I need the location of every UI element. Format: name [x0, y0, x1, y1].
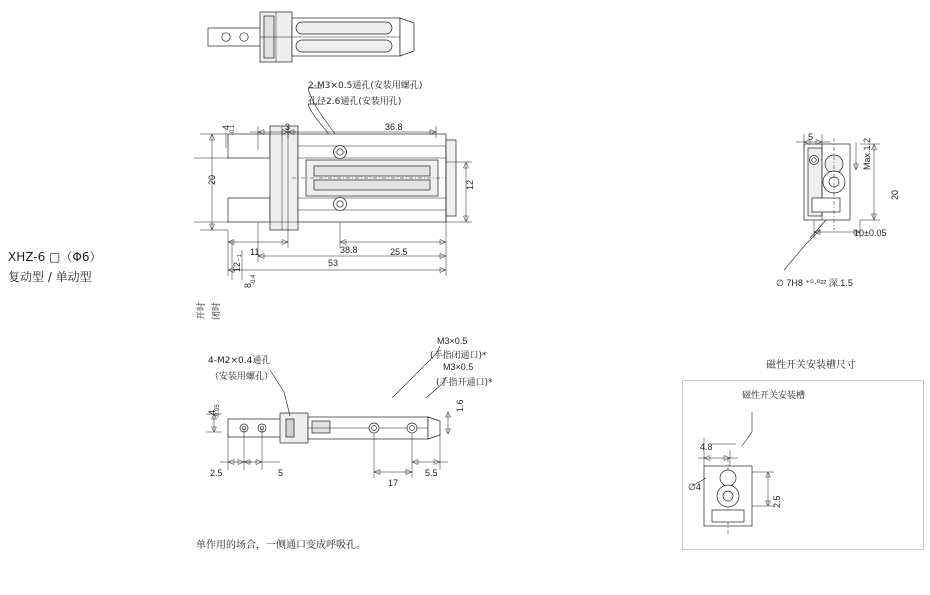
front-dim-53: 53 — [328, 258, 339, 268]
side-dim-5: 5 — [808, 132, 814, 142]
bottom-callout-3: M3×0.5 — [443, 362, 474, 372]
front-dim-20: 20 — [207, 174, 217, 185]
bottom-dim-5-5: 5.5 — [425, 468, 438, 478]
top-view-callout-2: 孔径2.6通孔(安装用孔) — [308, 97, 402, 107]
bottom-dim-2-5: 2.5 — [210, 468, 223, 478]
switch-dim-2-5: 2.5 — [772, 495, 782, 508]
switch-panel-title: 磁性开关安装槽尺寸 — [766, 360, 856, 371]
side-dim-20: 20 — [890, 189, 900, 200]
switch-panel-callout: 磁性开关安装槽 — [742, 391, 806, 401]
front-dim-25-5: 25.5 — [390, 247, 408, 257]
bottom-callout-2: M3×0.5 — [437, 336, 468, 346]
bottom-dim-5: 5 — [278, 468, 284, 478]
bottom-dim-1-6: 1.6 — [455, 399, 465, 412]
bottom-callout-3b: (手指开通口)* — [436, 378, 493, 388]
top-view-drawing — [200, 6, 460, 76]
bottom-dim-17: 17 — [388, 478, 399, 488]
model-label-line2: 复动型 / 单动型 — [8, 270, 92, 284]
front-dim-4: 4 — [221, 124, 231, 130]
front-dim-8-tol-val: -0.4 — [251, 274, 257, 285]
switch-dim-phi4: ∅4 — [688, 482, 701, 492]
front-dim-38-8: 38.8 — [340, 245, 358, 255]
switch-dim-4-8: 4.8 — [700, 442, 713, 452]
bottom-dim-4: 4 — [207, 409, 217, 415]
side-view-dimensions — [770, 120, 910, 280]
bottom-callout-2b: (手指闭通口)* — [430, 351, 487, 361]
side-dim-max12: Max.1.2 — [862, 137, 872, 170]
front-dim-36-8: 36.8 — [385, 122, 403, 132]
footnote: 单作用的场合，一侧通口变成呼吸孔。 — [196, 540, 366, 551]
front-dim-4-tol: -0.1 — [230, 124, 236, 135]
side-dim-10: 10±0.05 — [854, 228, 887, 238]
model-label-line1: XHZ-6 □（Φ6） — [8, 250, 102, 264]
switch-panel-drawing — [690, 410, 890, 540]
front-dim-11: 11 — [250, 247, 260, 257]
bottom-view-dimensions — [200, 400, 490, 495]
front-dim-3: 3 — [285, 122, 291, 132]
side-dim-bore: ∅ 7H8 ⁺⁰·⁰²² 深.1.5 — [776, 278, 853, 288]
bottom-callout-1b: （安装用螺孔） — [210, 372, 274, 382]
top-view-callout-1: 2-M3×0.5通孔(安装用螺孔) — [308, 81, 423, 91]
front-dim-12-tol: 12₋₁ — [232, 254, 242, 272]
front-label-open: 开时 — [197, 301, 207, 320]
bottom-callout-1: 4-M2×0.4通孔 — [208, 356, 271, 366]
front-dim-8-tol: 8 — [243, 282, 253, 288]
front-dim-12: 12 — [465, 179, 475, 190]
front-label-close: 闭时 — [212, 301, 222, 320]
front-view-dimensions — [180, 110, 510, 300]
bottom-dim-4-tol: -0.05 — [215, 404, 221, 418]
